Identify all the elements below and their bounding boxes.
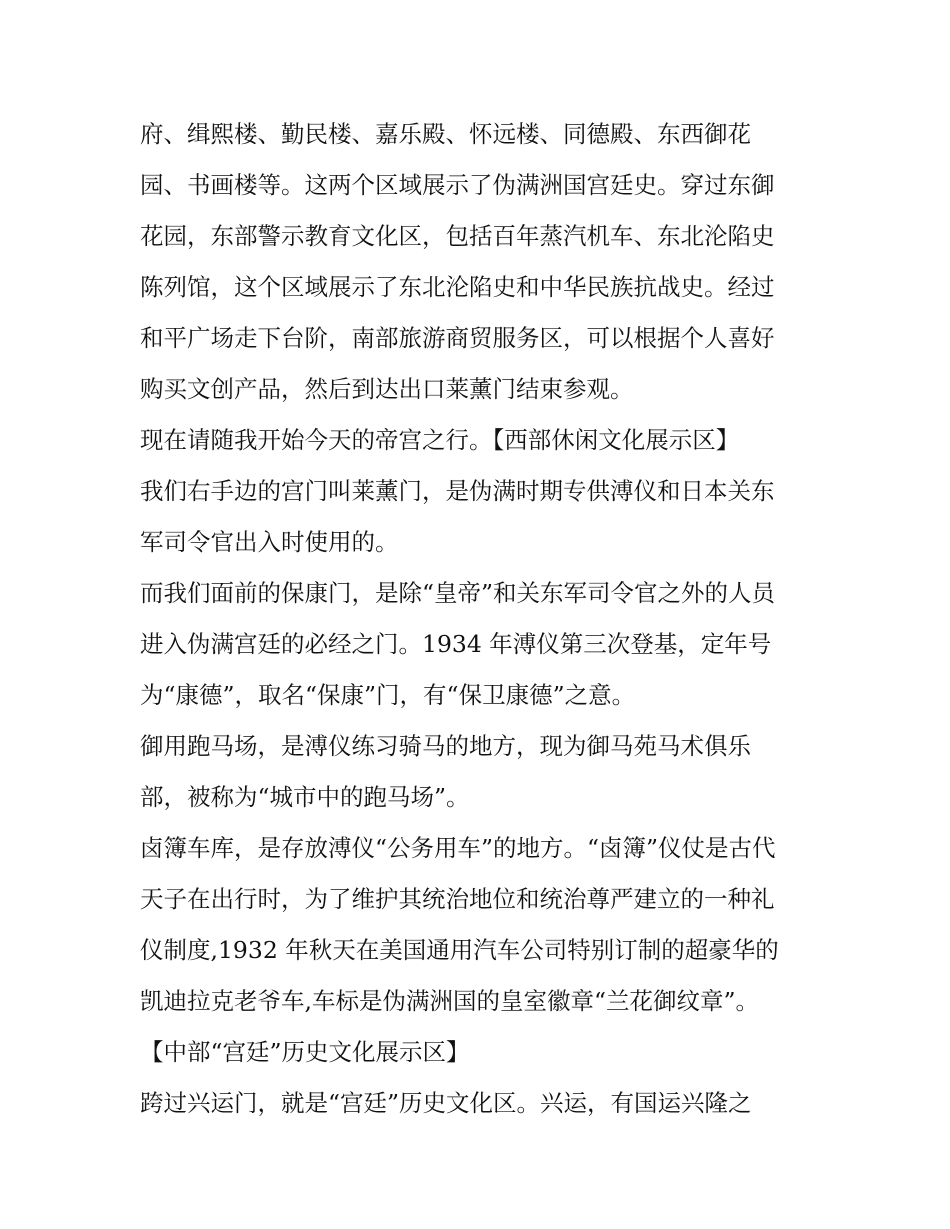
text-line: 现在请随我开始今天的帝宫之行。【西部休闲文化展示区】	[140, 426, 740, 454]
text-line: 和平广场走下台阶，南部旅游商贸服务区，可以根据个人喜好	[140, 324, 775, 352]
document-page	[140, 109, 840, 1129]
text-line: 凯迪拉克老爷车,车标是伪满洲国的皇室徽章“兰花御纹章”。	[140, 987, 759, 1015]
section-heading: 【中部“宫廷”历史文化展示区】	[140, 1038, 470, 1066]
text-line: 仪制度,1932 年秋天在美国通用汽车公司特别订制的超豪华的	[140, 936, 779, 964]
text-line: 天子在出行时，为了维护其统治地位和统治尊严建立的一种礼	[140, 885, 775, 913]
text-line: 进入伪满宫廷的必经之门。1934 年溥仪第三次登基，定年号	[140, 630, 772, 658]
text-line: 陈列馆，这个区域展示了东北沦陷史和中华民族抗战史。经过	[140, 273, 775, 301]
text-line: 而我们面前的保康门，是除“皇帝”和关东军司令官之外的人员	[140, 579, 776, 607]
text-line: 园、书画楼等。这两个区域展示了伪满洲国宫廷史。穿过东御	[140, 171, 775, 199]
text-line: 府、缉熙楼、勤民楼、嘉乐殿、怀远楼、同德殿、东西御花	[140, 120, 751, 148]
text-line: 为“康德”，取名“保康”门，有“保卫康德”之意。	[140, 681, 636, 709]
text-line: 我们右手边的宫门叫莱薰门，是伪满时期专供溥仪和日本关东	[140, 477, 775, 505]
text-line: 军司令官出入时使用的。	[140, 528, 399, 556]
text-line: 跨过兴运门，就是“宫廷”历史文化区。兴运，有国运兴隆之	[140, 1089, 752, 1117]
text-line: 购买文创产品，然后到达出口莱薰门结束参观。	[140, 375, 634, 403]
text-line: 卤簿车库，是存放溥仪“公务用车”的地方。“卤簿”仪仗是古代	[140, 834, 776, 862]
text-line: 花园，东部警示教育文化区，包括百年蒸汽机车、东北沦陷史	[140, 222, 775, 250]
text-line: 御用跑马场，是溥仪练习骑马的地方，现为御马苑马术俱乐	[140, 732, 751, 760]
text-line: 部，被称为“城市中的跑马场”。	[140, 783, 470, 811]
